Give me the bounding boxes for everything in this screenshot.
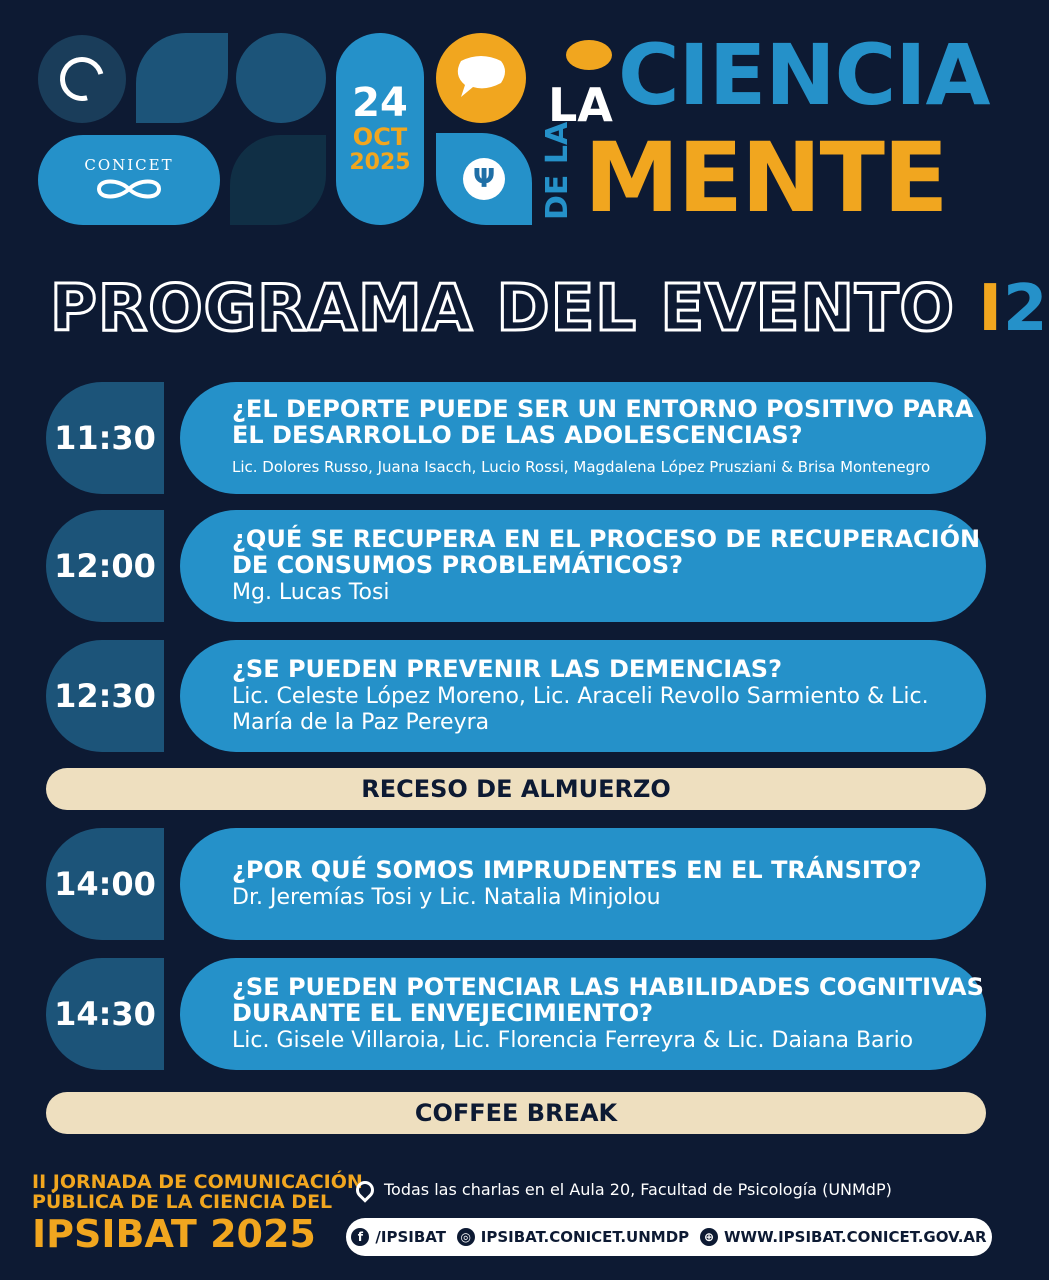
globe-icon: ⊕ [700,1228,718,1246]
title-la: LA [548,78,613,132]
talk-title: ¿SE PUEDEN POTENCIAR LAS HABILIDADES COGNITIVAS DURANTE EL ENVEJECIMIENTO? [232,973,984,1027]
date-day: 24 [352,80,408,126]
location-info [356,1180,892,1199]
talk-speakers: Lic. Dolores Russo, Juana Isacch, Lucio Rossi, Magdalena López Prusziani & Brisa Montenegro [232,458,931,476]
date-year: 2025 [349,150,411,175]
instagram-handle: IPSIBAT.CONICET.UNMDP [480,1228,690,1246]
talk-card [180,640,986,752]
talk-title: ¿SE PUEDEN PREVENIR LAS DEMENCIAS? [232,655,782,683]
psi-tile [436,133,532,225]
program-title-text: PROGRAMA DEL EVENTO [50,272,955,346]
location-pin-icon [352,1177,377,1202]
conicet-logo [38,135,220,225]
date-month: OCT [352,123,408,151]
program-title [50,272,1049,346]
website-link[interactable] [700,1228,987,1246]
talk-speakers: Mg. Lucas Tosi [232,580,390,605]
decor-leaf [136,33,228,123]
title-separator: I [978,272,1004,346]
talk-card [180,958,986,1070]
website-url: WWW.IPSIBAT.CONICET.GOV.AR [723,1228,987,1246]
jornada-title [32,1172,363,1256]
talk-speakers: Dr. Jeremías Tosi y Lic. Natalia Minjolou [232,885,661,910]
thought-bubble-icon [566,40,612,70]
title-de-la-text: DE LA [540,121,575,220]
program-number: 2 [1003,272,1049,346]
facebook-icon: f [351,1228,369,1246]
facebook-handle: /IPSIBAT [375,1228,446,1246]
facebook-link[interactable] [351,1228,446,1246]
conicet-c-logo [38,35,126,123]
talk-title: ¿POR QUÉ SOMOS IMPRUDENTES EN EL TRÁNSITO? [232,856,922,884]
talk-title: ¿QUÉ SE RECUPERA EN EL PROCESO DE RECUPERACIÓN DE CONSUMOS PROBLEMÁTICOS? [232,525,981,579]
decor-circle [236,33,326,123]
location-text: Todas las charlas en el Aula 20, Facultad de Psicología (UNMdP) [384,1180,892,1199]
title-mente: MENTE [584,122,947,234]
talk-time: 12:00 [46,510,164,622]
social-links [346,1218,992,1256]
psi-icon: Ψ [463,158,505,200]
instagram-icon: ◎ [457,1228,475,1246]
talk-card [180,382,986,494]
talk-speakers: Lic. Celeste López Moreno, Lic. Araceli Revollo Sarmiento & Lic. María de la Paz Pereyra [232,684,929,735]
instagram-link[interactable] [457,1228,689,1246]
event-date [336,33,424,225]
lunch-break: RECESO DE ALMUERZO [46,768,986,810]
talk-card [180,828,986,940]
title-ciencia: CIENCIA [618,26,990,124]
jornada-line2: PÚBLICA DE LA CIENCIA DEL [32,1191,333,1213]
talk-time: 12:30 [46,640,164,752]
talk-time: 14:00 [46,828,164,940]
decor-leaf-dark [230,135,326,225]
c-logo-icon [52,49,112,109]
coffee-break: COFFEE BREAK [46,1092,986,1134]
conicet-label: CONICET [84,156,174,174]
jornada-line3: IPSIBAT 2025 [32,1212,316,1256]
jornada-line1: II JORNADA DE COMUNICACIÓN [32,1171,363,1193]
talk-time: 14:30 [46,958,164,1070]
talk-speakers: Lic. Gisele Villaroia, Lic. Florencia Ferreyra & Lic. Daiana Bario [232,1028,914,1053]
talk-title: ¿EL DEPORTE PUEDE SER UN ENTORNO POSITIVO PARA EL DESARROLLO DE LAS ADOLESCENCIAS? [232,395,974,449]
brain-speech-icon [451,53,511,103]
talk-time: 11:30 [46,382,164,494]
talk-card [180,510,986,622]
infinity-icon [89,174,169,204]
brain-bubble [436,33,526,123]
